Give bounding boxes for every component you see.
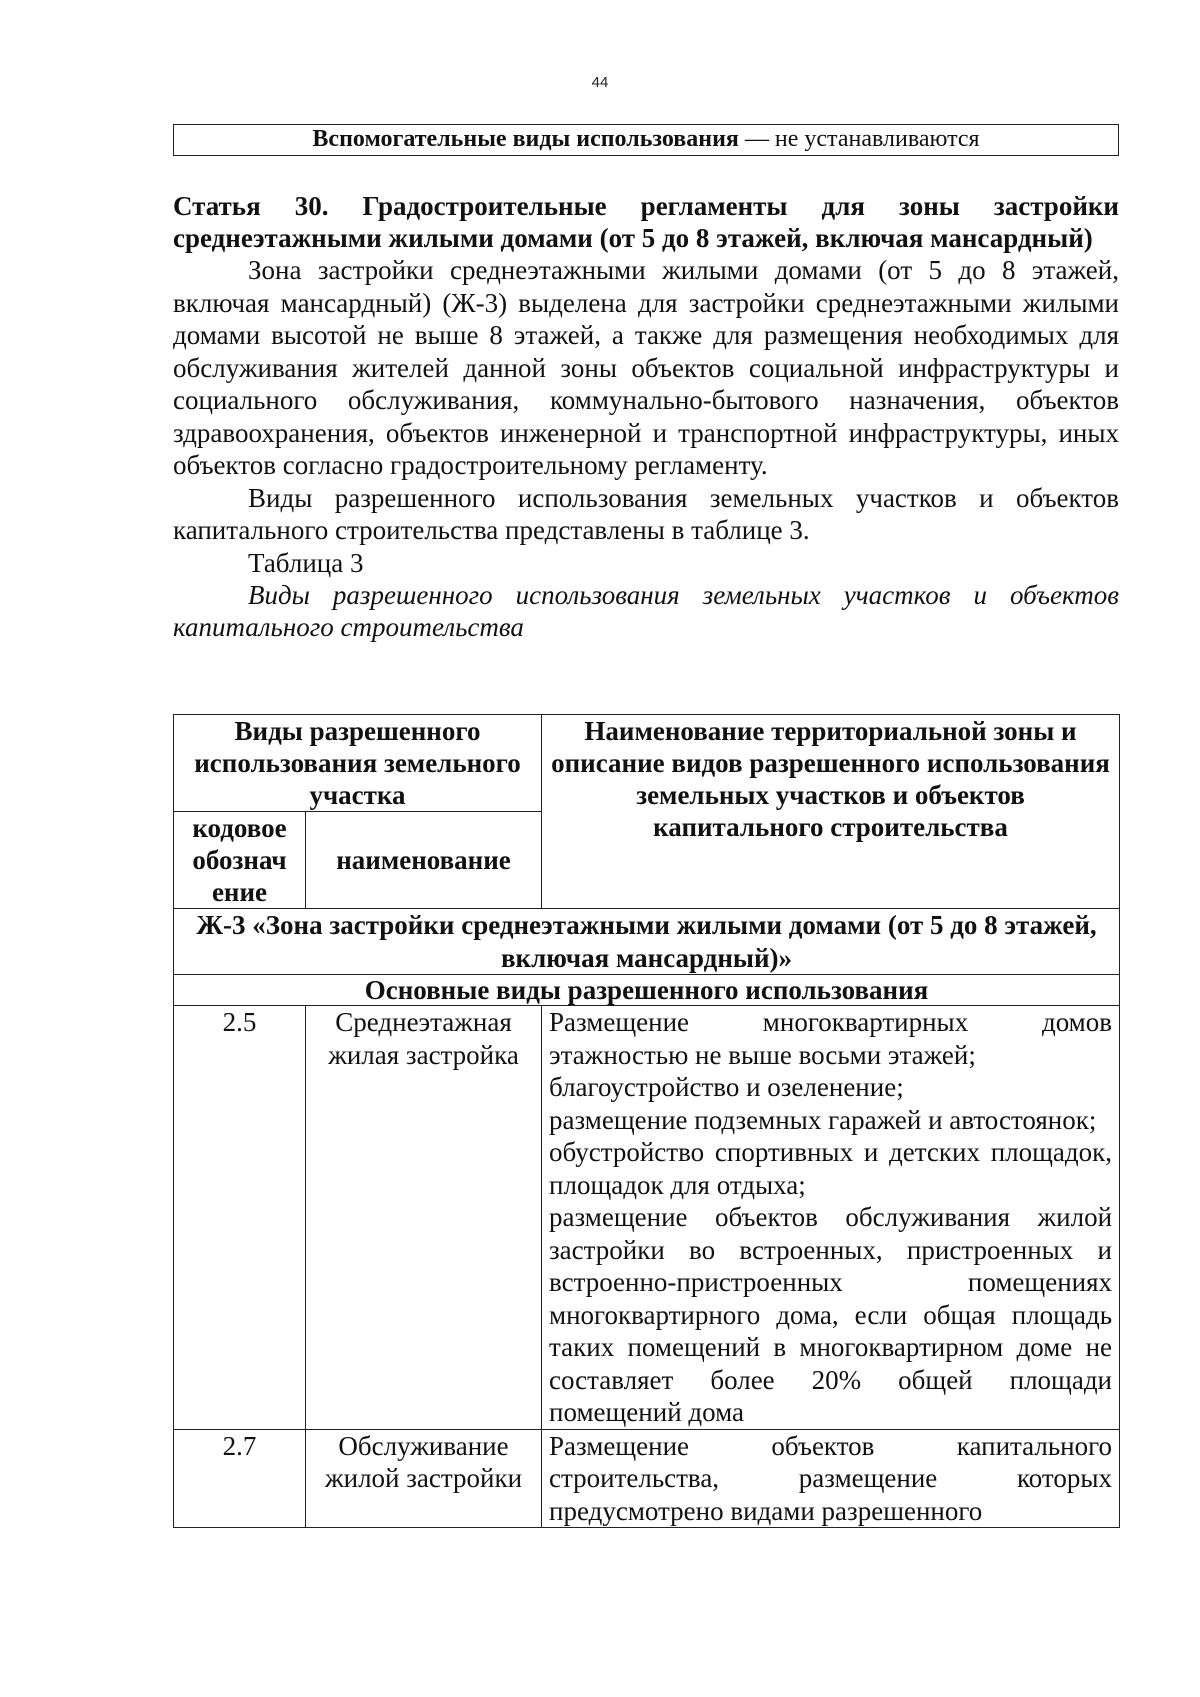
description-line: размещение подземных гаражей и автостоянок; <box>549 1104 1097 1135</box>
table-caption: Виды разрешенного использования земельных участков и объектов капитального строительства <box>173 580 1119 642</box>
article-heading: Статья 30. Градостроительные регламенты для зоны застройки среднеэтажными жилыми домами (от 5 до 8 этажей, включая мансардный) <box>173 191 1119 253</box>
zone-title-row <box>174 909 1120 975</box>
table-row <box>174 1006 1120 1430</box>
description-line: Размещение многоквартирных домов этажностью не выше восьми этажей; <box>549 1007 1113 1070</box>
article-paragraph-2: Виды разрешенного использования земельных участков и объектов капитального строительства представлены в таблице 3. <box>173 482 1119 545</box>
section-main-uses: Основные виды разрешенного использования <box>174 975 1120 1006</box>
row-description <box>542 1429 1120 1528</box>
description-line: Размещение объектов капитального строительства, размещение которых предусмотрено видами разрешенного <box>549 1430 1113 1526</box>
description-line: размещение объектов обслуживания жилой застройки во встроенных, пристроенных и встроенно-пристроенных помещениях многоквартирного дома, если общая площадь таких помещений в многоквартирном доме не составляет более 20% общей площади помещений дома <box>549 1202 1113 1427</box>
zone-title: Ж-3 «Зона застройки среднеэтажными жилыми домами (от 5 до 8 этажей, включая мансардный)» <box>174 909 1120 975</box>
header-zone-description: Наименование территориальной зоны и описание видов разрешенного использования земельных участков и объектов капитального строительства <box>542 715 1120 909</box>
header-code: кодовое обознач ение <box>174 812 306 909</box>
row-description <box>542 1006 1120 1430</box>
land-use-table <box>173 714 1120 1528</box>
row-name: Обслуживание жилой застройки <box>306 1429 542 1528</box>
page-number: 44 <box>591 74 609 91</box>
header-permitted-use-group: Виды разрешенного использования земельного участка <box>174 715 542 812</box>
table-row <box>174 1429 1120 1528</box>
section-row <box>174 975 1120 1006</box>
row-code: 2.5 <box>174 1006 306 1430</box>
description-line: обустройство спортивных и детских площадок, площадок для отдыха; <box>549 1137 1113 1200</box>
article-paragraph-1: Зона застройки среднеэтажными жилыми домами (от 5 до 8 этажей, включая мансардный) (Ж-3) выделена для застройки среднеэтажными жилыми домами высотой не выше 8 этажей, а также для размещения необходимых для обслуживания жителей данной зоны объектов социальной инфраструктуры и социального обслуживания, коммунально-бытового назначения, объектов здравоохранения, объектов инженерной и транспортной инфраструктуры, иных объектов согласно градостроительному регламенту. <box>173 255 1119 480</box>
auxiliary-uses-box <box>173 124 1119 156</box>
auxiliary-uses-label: Вспомогательные виды использования <box>312 126 739 152</box>
row-code: 2.7 <box>174 1429 306 1528</box>
table-number: Таблица 3 <box>248 547 364 578</box>
header-name: наименование <box>306 812 542 909</box>
row-name: Среднеэтажная жилая застройка <box>306 1006 542 1430</box>
table-header-row <box>174 715 1120 812</box>
description-line: благоустройство и озеленение; <box>549 1072 904 1102</box>
auxiliary-uses-status: — не устанавливаются <box>738 126 980 152</box>
article-30 <box>173 190 1119 643</box>
